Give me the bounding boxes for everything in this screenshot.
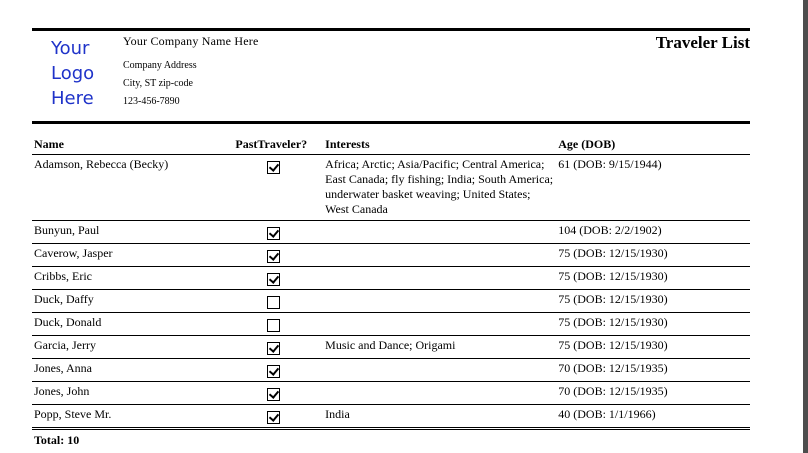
traveler-name: Adamson, Rebecca (Becky) (32, 155, 233, 221)
company-phone: 123-456-7890 (123, 96, 180, 107)
table-row (32, 359, 750, 382)
column-header-interests: Interests (323, 136, 556, 155)
past-traveler-cell (233, 290, 323, 313)
traveler-name: Duck, Daffy (32, 290, 233, 313)
company-name: Your Company Name Here (123, 34, 259, 48)
checked-checkbox-icon (267, 161, 280, 174)
logo-placeholder (51, 36, 94, 111)
column-header-name: Name (32, 136, 233, 155)
table-row (32, 221, 750, 244)
table-row (32, 244, 750, 267)
traveler-name: Bunyun, Paul (32, 221, 233, 244)
checked-checkbox-icon (267, 388, 280, 401)
traveler-age: 70 (DOB: 12/15/1935) (556, 382, 750, 405)
past-traveler-cell (233, 267, 323, 290)
traveler-age: 75 (DOB: 12/15/1930) (556, 267, 750, 290)
logo-line: Logo (51, 63, 95, 84)
table-header-row (32, 136, 750, 155)
company-city-state-zip: City, ST zip-code (123, 78, 193, 89)
traveler-interests (323, 290, 556, 313)
traveler-interests: Music and Dance; Origami (323, 336, 556, 359)
checked-checkbox-icon (267, 273, 280, 286)
past-traveler-cell (233, 382, 323, 405)
traveler-name: Caverow, Jasper (32, 244, 233, 267)
traveler-name: Jones, John (32, 382, 233, 405)
traveler-name: Duck, Donald (32, 313, 233, 336)
unchecked-checkbox-icon (267, 319, 280, 332)
traveler-age: 104 (DOB: 2/2/1902) (556, 221, 750, 244)
checked-checkbox-icon (267, 342, 280, 355)
unchecked-checkbox-icon (267, 296, 280, 309)
company-address: Company Address (123, 60, 197, 71)
traveler-age: 40 (DOB: 1/1/1966) (556, 405, 750, 429)
traveler-age: 75 (DOB: 12/15/1930) (556, 244, 750, 267)
past-traveler-cell (233, 244, 323, 267)
traveler-table (32, 136, 750, 430)
past-traveler-cell (233, 336, 323, 359)
past-traveler-cell (233, 405, 323, 429)
traveler-age: 70 (DOB: 12/15/1935) (556, 359, 750, 382)
traveler-age: 75 (DOB: 12/15/1930) (556, 290, 750, 313)
past-traveler-cell (233, 221, 323, 244)
traveler-name: Popp, Steve Mr. (32, 405, 233, 429)
logo-line: Your (51, 38, 90, 59)
total-count: Total: 10 (34, 433, 80, 447)
table-row (32, 155, 750, 221)
traveler-interests (323, 359, 556, 382)
traveler-interests: India (323, 405, 556, 429)
traveler-age: 75 (DOB: 12/15/1930) (556, 313, 750, 336)
report-title: Traveler List (655, 33, 750, 52)
table-row (32, 313, 750, 336)
header-rule (32, 121, 750, 124)
top-rule (32, 28, 750, 31)
traveler-name: Cribbs, Eric (32, 267, 233, 290)
traveler-age: 75 (DOB: 12/15/1930) (556, 336, 750, 359)
table-body (32, 155, 750, 429)
checked-checkbox-icon (267, 250, 280, 263)
traveler-interests (323, 244, 556, 267)
checked-checkbox-icon (267, 365, 280, 378)
traveler-interests (323, 382, 556, 405)
column-header-age: Age (DOB) (556, 136, 750, 155)
checked-checkbox-icon (267, 411, 280, 424)
table-row (32, 382, 750, 405)
traveler-interests (323, 267, 556, 290)
window-edge (803, 0, 808, 453)
table-row (32, 405, 750, 429)
table-row (32, 267, 750, 290)
traveler-interests (323, 221, 556, 244)
traveler-name: Garcia, Jerry (32, 336, 233, 359)
past-traveler-cell (233, 313, 323, 336)
logo-line: Here (51, 88, 94, 109)
table-row (32, 336, 750, 359)
traveler-interests: Africa; Arctic; Asia/Pacific; Central America; East Canada; fly fishing; India; South America; underwater basket weaving; United States; West Canada (323, 155, 556, 221)
traveler-age: 61 (DOB: 9/15/1944) (556, 155, 750, 221)
traveler-interests (323, 313, 556, 336)
traveler-name: Jones, Anna (32, 359, 233, 382)
past-traveler-cell (233, 359, 323, 382)
past-traveler-cell (233, 155, 323, 221)
column-header-past-traveler: PastTraveler? (233, 136, 323, 155)
table-row (32, 290, 750, 313)
checked-checkbox-icon (267, 227, 280, 240)
